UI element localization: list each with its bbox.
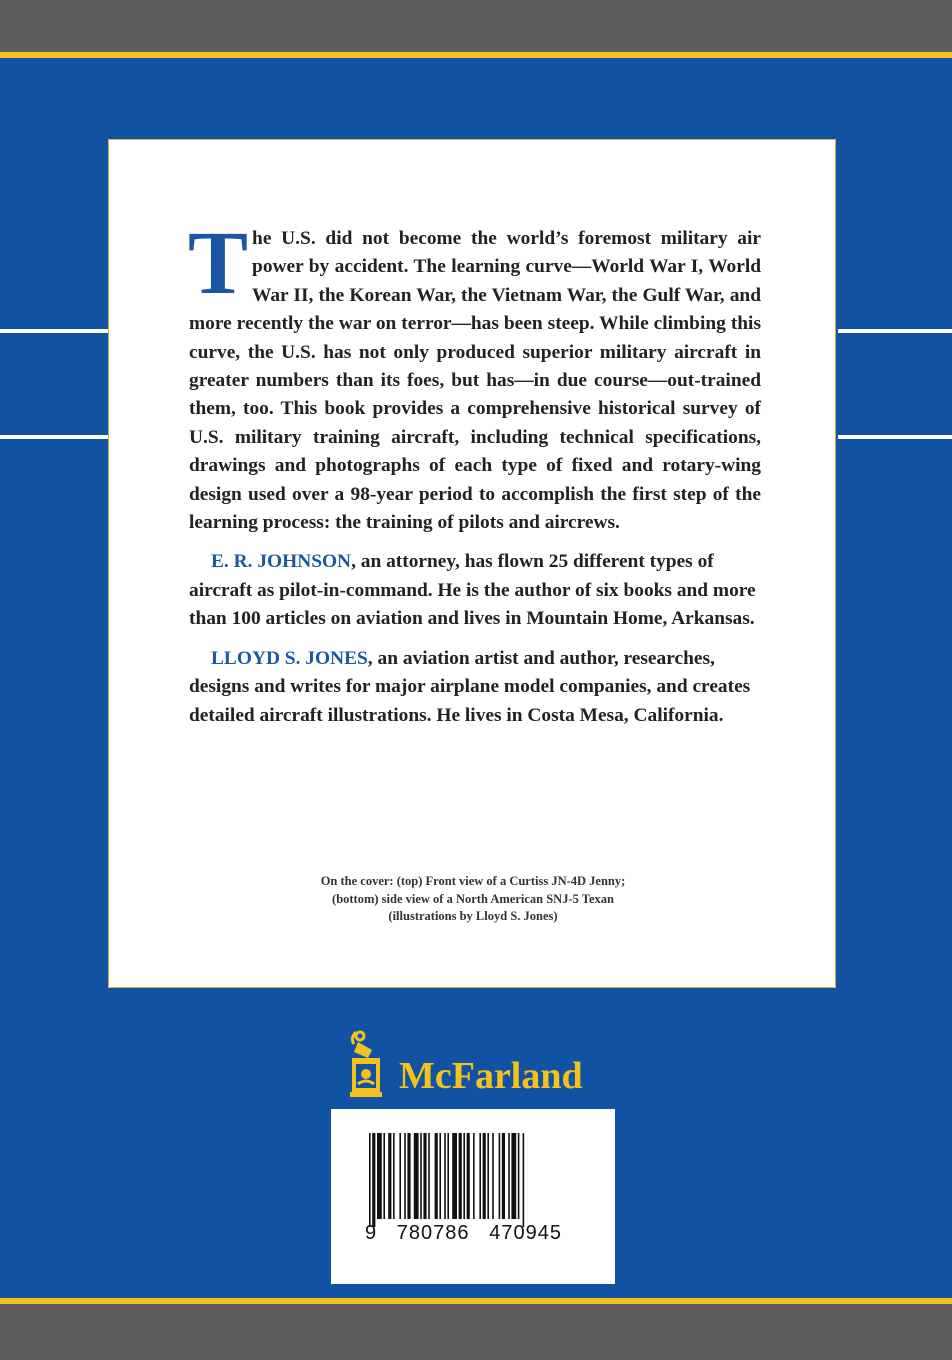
barcode-bar — [404, 1133, 406, 1219]
barcode-bar — [414, 1133, 419, 1219]
barcode-bar — [439, 1133, 441, 1219]
barcode-bar — [369, 1133, 371, 1227]
barcode-bar — [444, 1133, 446, 1219]
cover-caption-line-3: (illustrations by Lloyd S. Jones) — [388, 909, 558, 923]
author-bio-text-johnson: , an attorney, has flown 25 different types of aircraft as pilot-in-command. He is the author of six books and more than 100 articles on aviation and lives in Mountain Home, Arkansas. — [189, 551, 756, 630]
cover-caption-line-1: On the cover: (top) Front view of a Curtiss JN-4D Jenny; — [320, 874, 626, 888]
barcode-bar — [479, 1133, 481, 1219]
author-bio-johnson — [189, 548, 761, 633]
barcode-bar — [428, 1133, 430, 1219]
barcode-bar — [492, 1133, 494, 1219]
barcode-box — [331, 1109, 615, 1284]
blurb-text — [188, 214, 761, 730]
barcode-bar — [399, 1133, 401, 1219]
barcode-bar — [452, 1133, 457, 1219]
barcode-bar — [523, 1133, 525, 1227]
barcode-bar — [447, 1133, 449, 1219]
author-bio-text-jones: , an aviation artist and author, researches, designs and writes for major airplane model companies, and creates detailed aircraft illustrations. He lives in Costa Mesa, California. — [189, 647, 751, 726]
barcode-bar — [377, 1133, 382, 1219]
barcode-bar — [463, 1133, 465, 1219]
publisher-logo — [342, 1028, 612, 1100]
barcode-bar — [423, 1133, 426, 1219]
barcode-bar — [502, 1133, 505, 1219]
author-bio-jones — [189, 645, 761, 730]
barcode-bar — [435, 1133, 438, 1219]
intro-paragraph — [188, 214, 761, 537]
top-gold-stripe — [0, 52, 952, 58]
barcode-bar — [473, 1133, 475, 1219]
intro-text: he U.S. did not become the world’s foremost military air power by accident. The learning curve—World War I, World War II, the Korean War, the Vietnam War, the Gulf War, and more recently the war on terror—has been steep. While climbing this curve, the U.S. has not only produced superior military aircraft in greater numbers than its foes, but has—in due course—out-trained them, too. This book provides a comprehensive historical survey of U.S. military training aircraft, including technical specifications, drawings and photographs of each type of fixed and rotary-wing design used over a 98-year period to accomplish the first step of the learning process: the training of pilots and aircrews. — [189, 228, 761, 534]
barcode-bar — [499, 1133, 501, 1219]
right-rule-upper — [838, 329, 952, 333]
barcode-bar — [393, 1133, 395, 1219]
drop-cap: T — [188, 214, 249, 313]
barcode-bar — [487, 1133, 489, 1219]
barcode-bar — [383, 1133, 385, 1219]
lantern-logo-icon — [342, 1028, 394, 1100]
blurb-panel — [108, 139, 836, 988]
left-rule-upper — [0, 329, 108, 333]
barcode-digits: 9 780786 470945 — [365, 1222, 562, 1244]
bottom-gray-band — [0, 1304, 952, 1360]
barcode-bar — [420, 1133, 422, 1219]
top-gray-band — [0, 0, 952, 52]
author-name-jones: LLOYD S. JONES — [211, 647, 368, 669]
left-rule-lower — [0, 435, 108, 439]
barcode-bar — [508, 1133, 510, 1219]
barcode-bar — [483, 1133, 486, 1219]
barcode-bar — [407, 1133, 410, 1219]
barcode-bar — [518, 1133, 520, 1219]
cover-caption — [109, 873, 837, 926]
barcode-bar — [511, 1133, 516, 1219]
barcode-bar — [459, 1133, 462, 1219]
publisher-name: McFarland — [399, 1055, 583, 1097]
barcode-bars — [369, 1133, 579, 1227]
barcode-bar — [467, 1133, 470, 1219]
barcode-bar — [388, 1133, 391, 1219]
barcode-bar — [372, 1133, 375, 1227]
author-name-johnson: E. R. JOHNSON — [211, 551, 352, 573]
right-rule-lower — [838, 435, 952, 439]
cover-caption-line-2: (bottom) side view of a North American SNJ-5 Texan — [332, 891, 614, 906]
